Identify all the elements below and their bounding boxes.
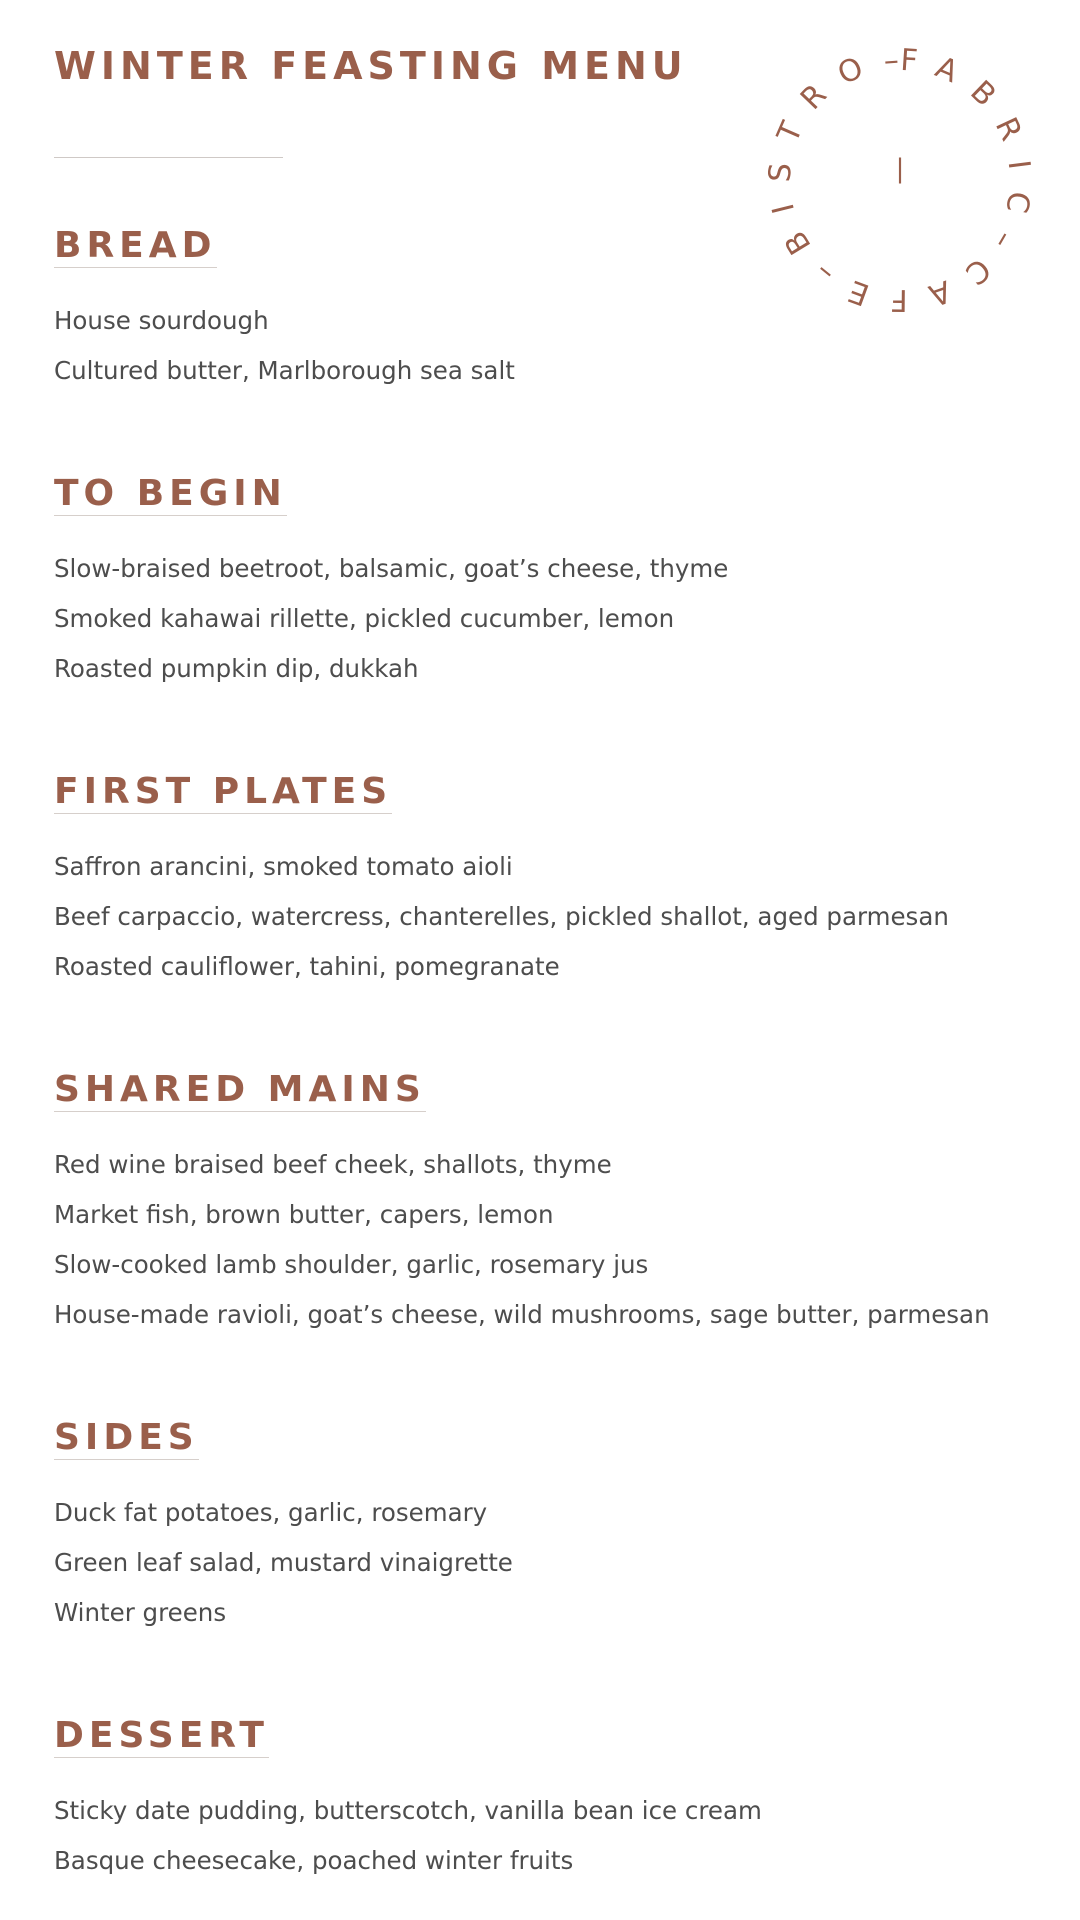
title-divider: [54, 157, 283, 158]
item-list: [54, 842, 949, 992]
menu-item: Winter greens: [54, 1598, 227, 1627]
section-title: TO BEGIN: [54, 473, 287, 514]
item-list: [54, 1140, 990, 1340]
item-list: [54, 1488, 513, 1638]
menu-item: Slow-cooked lamb shoulder, garlic, rosemary jus: [54, 1250, 649, 1279]
page-title: WINTER FEASTING MENU: [54, 44, 688, 88]
menu-item: Green leaf salad, mustard vinaigrette: [54, 1548, 513, 1577]
menu-item: Red wine braised beef cheek, shallots, thyme: [54, 1150, 612, 1179]
menu-item: House sourdough: [54, 306, 269, 335]
logo-ring-text: FABRIC–CAFE–BISTRO–: [762, 42, 1037, 318]
section-dessert: [54, 1715, 1040, 1875]
item-list: [54, 1786, 762, 1886]
menu-item: Sticky date pudding, butterscotch, vanilla bean ice cream: [54, 1796, 762, 1825]
section-bread: [54, 225, 1040, 385]
section-shared-mains: [54, 1069, 1040, 1329]
menu-item: Slow-braised beetroot, balsamic, goat’s cheese, thyme: [54, 554, 729, 583]
menu-item: Market fish, brown butter, capers, lemon: [54, 1200, 554, 1229]
section-first-plates: [54, 771, 1040, 981]
item-list: [54, 296, 515, 396]
menu-item: Beef carpaccio, watercress, chanterelles, pickled shallot, aged parmesan: [54, 902, 949, 931]
section-title: DESSERT: [54, 1715, 269, 1756]
section-to-begin: [54, 473, 1040, 683]
item-list: [54, 544, 728, 694]
menu-item: Duck fat potatoes, garlic, rosemary: [54, 1498, 488, 1527]
logo-center-mark: |: [895, 154, 905, 184]
menu-item: House-made ravioli, goat’s cheese, wild mushrooms, sage butter, parmesan: [54, 1300, 990, 1329]
section-title: SIDES: [54, 1417, 199, 1458]
section-sides: [54, 1417, 1040, 1627]
menu-item: Smoked kahawai rillette, pickled cucumber, lemon: [54, 604, 675, 633]
menu-item: Basque cheesecake, poached winter fruits: [54, 1846, 574, 1875]
menu-item: Roasted pumpkin dip, dukkah: [54, 654, 419, 683]
section-title: SHARED MAINS: [54, 1069, 426, 1110]
menu-item: Roasted cauliflower, tahini, pomegranate: [54, 952, 560, 981]
section-title: FIRST PLATES: [54, 771, 393, 812]
menu-item: Cultured butter, Marlborough sea salt: [54, 356, 515, 385]
section-title: BREAD: [54, 225, 217, 266]
fabric-cafe-bistro-logo: [750, 30, 1050, 330]
menu-item: Saffron arancini, smoked tomato aioli: [54, 852, 513, 881]
